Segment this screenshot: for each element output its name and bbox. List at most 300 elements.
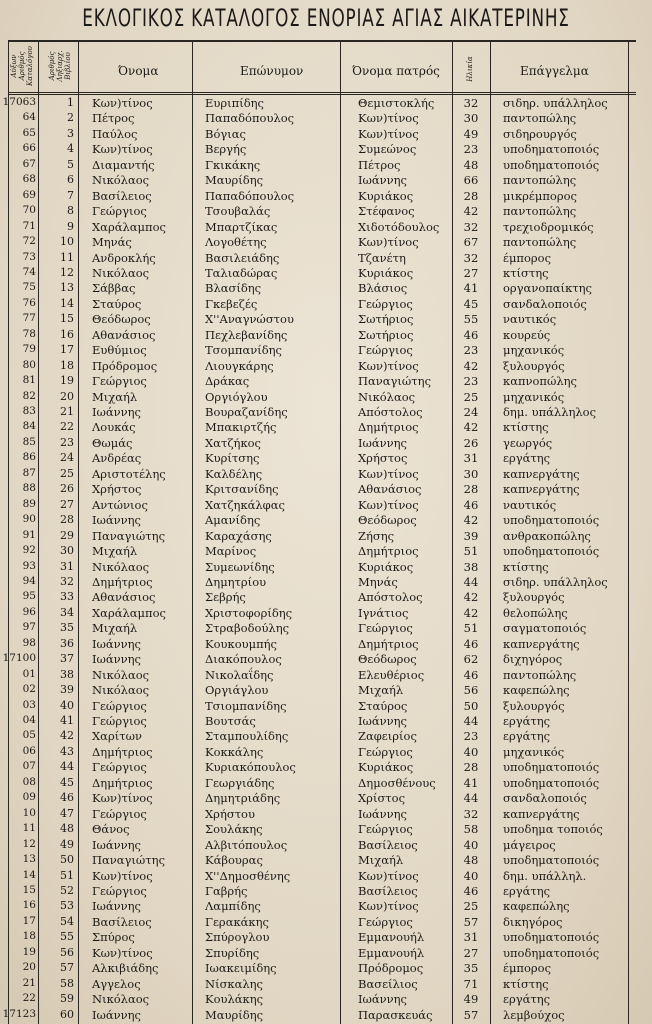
row-age: 56 <box>463 683 479 698</box>
row-surname: Κυρίτσης <box>205 451 260 466</box>
page-title: ΕΚΛΟΓΙΚΟΣ ΚΑΤΑΛΟΓΟΣ ΕΝΟΡΙΑΣ ΑΓΙΑΣ ΑΙΚΑΤΕΡΙΝΗΣ <box>82 4 570 32</box>
row-surname: Ευριπίδης <box>205 96 264 110</box>
row-surname: Κριτσανίδης <box>205 482 279 497</box>
table-row <box>0 405 652 421</box>
row-surname: Σπύρογλου <box>205 930 270 945</box>
row-reg-no: 05 <box>22 729 36 742</box>
row-surname: Σεβρής <box>205 590 246 605</box>
row-first-name: Μιχαήλ <box>92 621 138 636</box>
row-reg-no: 77 <box>22 312 36 325</box>
row-profession: θελοπώλης <box>503 605 568 620</box>
row-first-name: Δημήτριος <box>92 744 153 759</box>
row-surname: Δράκας <box>205 374 250 389</box>
row-profession: παντοπώλης <box>503 111 577 126</box>
row-father-name: Βλάσιος <box>358 281 408 296</box>
table-row <box>0 451 652 467</box>
row-father-name: Ελευθέριος <box>358 667 425 682</box>
row-age: 32 <box>463 219 479 234</box>
row-father-name: Στέφανος <box>358 204 415 219</box>
row-first-name: Παναγιώτης <box>92 528 166 543</box>
row-surname: Γκικάκης <box>205 157 261 172</box>
table-row <box>0 699 652 715</box>
row-surname: Τσομπανίδης <box>205 343 282 358</box>
row-first-name: Διαμαντής <box>92 157 155 172</box>
header-reg-no: Αύξων Αριθμός Καταλόγου <box>10 46 34 86</box>
row-reg-no: 98 <box>22 636 36 649</box>
row-father-name: Εμμανουήλ <box>358 930 425 945</box>
table-row <box>0 374 652 390</box>
row-father-name: Μιχαήλ <box>358 853 404 868</box>
row-book-no: 54 <box>60 914 74 928</box>
row-first-name: Δημήτριος <box>92 775 153 790</box>
row-father-name: Ζαφειρίος <box>358 729 417 744</box>
row-first-name: Γεώργιος <box>92 760 147 775</box>
row-first-name: Κων)τίνος <box>92 945 153 960</box>
row-father-name: Ιωάννης <box>358 992 407 1007</box>
row-reg-no: 83 <box>22 405 36 417</box>
row-book-no: 48 <box>60 822 74 836</box>
table-row <box>0 668 652 684</box>
row-surname: Κυριακόπουλος <box>205 760 296 775</box>
row-book-no: 2 <box>67 111 74 125</box>
row-first-name: Σάββας <box>92 281 136 296</box>
row-first-name: Πρόδρομος <box>92 358 158 373</box>
row-surname: Μπακιρτζής <box>205 420 277 435</box>
row-father-name: Κυριάκος <box>358 559 414 574</box>
row-reg-no: 85 <box>22 435 36 448</box>
table-row <box>0 189 652 205</box>
row-profession: παντοπώλης <box>503 235 577 250</box>
row-father-name: Βασείλιος <box>358 976 418 991</box>
row-book-no: 3 <box>67 126 74 140</box>
row-father-name: Κων)τίνος <box>358 868 419 883</box>
row-profession: σιδηρ. υπάλληλος <box>503 96 608 110</box>
row-first-name: Θεόδωρος <box>92 312 151 327</box>
row-age: 30 <box>463 111 479 126</box>
row-book-no: 45 <box>60 775 74 789</box>
table-row <box>0 529 652 545</box>
row-book-no: 6 <box>67 173 74 187</box>
row-reg-no: 92 <box>22 544 36 557</box>
row-book-no: 55 <box>60 930 74 944</box>
row-father-name: Θεόδωρος <box>358 513 417 528</box>
row-first-name: Γεώργιος <box>92 714 147 728</box>
table-row <box>0 1008 652 1024</box>
row-reg-no: 88 <box>22 482 36 495</box>
row-book-no: 22 <box>60 420 74 434</box>
row-surname: Ταλιαδώρας <box>205 265 278 280</box>
row-father-name: Δημοσθένους <box>358 775 436 790</box>
row-first-name: Αντώνιος <box>92 497 148 512</box>
row-first-name: Χαράλαμπος <box>92 219 166 234</box>
row-age: 35 <box>463 961 479 976</box>
row-reg-no: 95 <box>22 590 36 603</box>
row-surname: Χατζήκος <box>205 435 261 450</box>
table-row <box>0 220 652 236</box>
row-age: 25 <box>463 389 479 404</box>
row-reg-no: 90 <box>22 513 36 526</box>
table-row <box>0 96 652 112</box>
row-surname: Λογοθέτης <box>205 235 267 250</box>
row-age: 62 <box>463 652 479 667</box>
row-profession: παντοπώλης <box>503 204 577 219</box>
row-first-name: Ανδρέας <box>92 451 142 466</box>
row-book-no: 35 <box>60 621 74 635</box>
row-profession: υποδηματοποιός <box>503 142 600 157</box>
row-age: 40 <box>463 837 479 852</box>
row-reg-no: 17100 <box>2 652 36 665</box>
row-age: 42 <box>463 420 479 435</box>
table-row <box>0 544 652 560</box>
row-first-name: Παναγιώτης <box>92 853 166 868</box>
row-reg-no: 15 <box>22 883 36 896</box>
row-father-name: Κων)τίνος <box>358 111 419 126</box>
table-row <box>0 482 652 498</box>
row-reg-no: 10 <box>22 806 36 819</box>
table-row <box>0 420 652 436</box>
row-first-name: Μηνάς <box>92 235 132 250</box>
row-profession: καπνεργάτης <box>503 466 580 481</box>
row-profession: ξυλουργός <box>503 698 565 713</box>
row-profession: καπνοπώλης <box>503 374 577 389</box>
row-reg-no: 97 <box>22 621 36 634</box>
row-age: 46 <box>463 636 479 651</box>
row-age: 42 <box>463 590 479 605</box>
row-age: 23 <box>463 729 479 744</box>
row-reg-no: 78 <box>22 327 36 340</box>
row-book-no: 7 <box>67 188 74 202</box>
row-profession: κουρεύς <box>503 327 551 342</box>
table-row <box>0 281 652 297</box>
row-first-name: Νικόλαος <box>92 173 150 188</box>
row-reg-no: 68 <box>22 173 36 186</box>
row-book-no: 59 <box>60 992 74 1006</box>
row-surname: Χ''Αναγνώστου <box>205 312 294 327</box>
row-reg-no: 70 <box>22 204 36 217</box>
row-first-name: Νικόλαος <box>92 559 150 574</box>
row-father-name: Συμεώνος <box>358 142 417 157</box>
row-profession: ανθρακοπώλης <box>503 528 591 543</box>
row-first-name: Λουκάς <box>92 420 136 435</box>
row-book-no: 10 <box>60 235 74 249</box>
row-father-name: Σταύρος <box>358 698 408 713</box>
row-surname: Συμεωνίδης <box>205 559 275 574</box>
row-surname: Λιουγκάρης <box>205 358 274 373</box>
row-reg-no: 64 <box>22 111 36 124</box>
row-surname: Κουκουμπής <box>205 636 277 651</box>
row-book-no: 30 <box>60 544 74 558</box>
row-surname: Πεχλεβανίδης <box>205 327 288 342</box>
row-age: 32 <box>463 96 479 110</box>
row-reg-no: 74 <box>22 265 36 278</box>
row-father-name: Βασίλειος <box>358 883 418 898</box>
table-row <box>0 467 652 483</box>
row-book-no: 24 <box>60 451 74 465</box>
row-reg-no: 65 <box>22 126 36 139</box>
row-surname: Μαρίνος <box>205 544 257 559</box>
row-surname: Στραβοδούλης <box>205 621 290 636</box>
row-age: 40 <box>463 744 479 759</box>
row-reg-no: 87 <box>22 466 36 479</box>
row-age: 30 <box>463 466 479 481</box>
row-first-name: Χαράλαμπος <box>92 605 166 620</box>
row-book-no: 23 <box>60 435 74 449</box>
row-reg-no: 12 <box>22 837 36 850</box>
row-book-no: 8 <box>67 204 74 218</box>
row-surname: Βεργής <box>205 142 247 157</box>
row-book-no: 39 <box>60 683 74 697</box>
row-profession: κτίστης <box>503 559 549 574</box>
row-age: 25 <box>463 899 479 914</box>
row-surname: Δημητρίου <box>205 574 267 589</box>
row-age: 28 <box>463 482 479 497</box>
row-first-name: Γεώργιος <box>92 204 147 219</box>
row-age: 57 <box>463 1007 479 1022</box>
row-reg-no: 94 <box>22 574 36 587</box>
row-surname: Οργιόγλου <box>205 389 268 404</box>
row-book-no: 58 <box>60 976 74 990</box>
table-row <box>0 621 652 637</box>
row-reg-no: 22 <box>22 992 36 1005</box>
row-surname: Παπαδόπουλος <box>205 188 295 203</box>
row-father-name: Κων)τίνος <box>358 899 419 914</box>
header-rule <box>8 92 636 93</box>
row-first-name: Μιχαήλ <box>92 544 138 559</box>
row-father-name: Θεμιστοκλής <box>358 96 435 110</box>
row-surname: Νίσκαλης <box>205 976 263 991</box>
row-reg-no: 89 <box>22 497 36 510</box>
table-row <box>0 127 652 143</box>
row-first-name: Αριστοτέλης <box>92 466 166 481</box>
row-book-no: 33 <box>60 590 74 604</box>
row-age: 67 <box>463 235 479 250</box>
row-surname: Γερακάκης <box>205 914 269 929</box>
row-father-name: Γεώργιος <box>358 343 413 358</box>
table-row <box>0 498 652 514</box>
row-surname: Γαβρής <box>205 883 248 898</box>
row-reg-no: 02 <box>22 683 36 696</box>
row-age: 28 <box>463 188 479 203</box>
row-father-name: Μιχαήλ <box>358 683 404 698</box>
row-surname: Αμανίδης <box>205 513 261 528</box>
row-book-no: 46 <box>60 791 74 805</box>
header-age: Ηλικία <box>466 56 474 82</box>
row-father-name: Δημήτριος <box>358 544 419 559</box>
row-book-no: 12 <box>60 265 74 279</box>
row-book-no: 29 <box>60 528 74 542</box>
row-age: 28 <box>463 760 479 775</box>
row-father-name: Σωτήριος <box>358 312 414 327</box>
row-profession: δικηγόρος <box>503 914 563 929</box>
row-surname: Κάβουρας <box>205 853 263 868</box>
row-reg-no: 73 <box>22 250 36 263</box>
row-first-name: Χρήστος <box>92 482 142 497</box>
row-reg-no: 79 <box>22 343 36 356</box>
row-age: 48 <box>463 157 479 172</box>
row-age: 38 <box>463 559 479 574</box>
row-age: 41 <box>463 775 479 790</box>
row-book-no: 38 <box>60 667 74 681</box>
row-book-no: 1 <box>67 96 74 109</box>
row-first-name: Γεώργιος <box>92 374 147 389</box>
row-age: 24 <box>463 405 479 419</box>
table-row <box>0 899 652 915</box>
row-profession: μηχανικός <box>503 744 565 759</box>
row-father-name: Κυριάκος <box>358 265 414 280</box>
row-surname: Νικολαΐδης <box>205 667 274 682</box>
row-profession: σανδαλοποιός <box>503 791 587 806</box>
row-father-name: Γεώργιος <box>358 822 413 837</box>
row-reg-no: 17 <box>22 914 36 927</box>
row-age: 23 <box>463 374 479 389</box>
row-reg-no: 81 <box>22 374 36 387</box>
row-father-name: Χρίστος <box>358 791 406 806</box>
row-first-name: Ιωάννης <box>92 1007 141 1022</box>
row-father-name: Γεώργιος <box>358 296 413 311</box>
row-book-no: 19 <box>60 374 74 388</box>
row-book-no: 53 <box>60 899 74 913</box>
row-profession: υποδηματοποιός <box>503 945 600 960</box>
row-first-name: Ανδροκλής <box>92 250 156 265</box>
row-age: 49 <box>463 992 479 1007</box>
row-first-name: Κων)τίνος <box>92 791 153 806</box>
row-profession: ξυλουργός <box>503 590 565 605</box>
row-reg-no: 21 <box>22 976 36 989</box>
row-book-no: 13 <box>60 281 74 295</box>
row-age: 42 <box>463 513 479 528</box>
row-reg-no: 19 <box>22 945 36 958</box>
row-first-name: Ευθύμιος <box>92 343 147 358</box>
row-first-name: Ιωάννης <box>92 513 141 528</box>
row-father-name: Ιωάννης <box>358 806 407 821</box>
row-father-name: Κυριάκος <box>358 760 414 775</box>
row-age: 44 <box>463 791 479 806</box>
row-profession: καπνεργάτης <box>503 636 580 651</box>
row-book-no: 31 <box>60 559 74 573</box>
row-reg-no: 13 <box>22 853 36 866</box>
header-rule-2 <box>8 94 636 95</box>
table-row <box>0 807 652 823</box>
row-book-no: 44 <box>60 760 74 774</box>
row-father-name: Σωτήριος <box>358 327 414 342</box>
row-book-no: 41 <box>60 714 74 727</box>
table-row <box>0 791 652 807</box>
row-first-name: Κων)τίνος <box>92 868 153 883</box>
table-row <box>0 714 652 730</box>
row-profession: κτίστης <box>503 265 549 280</box>
row-age: 31 <box>463 930 479 945</box>
row-age: 26 <box>463 435 479 450</box>
row-reg-no: 01 <box>22 667 36 680</box>
row-book-no: 5 <box>67 157 74 171</box>
row-profession: δημ. υπάλληλ. <box>503 868 587 883</box>
row-age: 66 <box>463 173 479 188</box>
row-father-name: Γεώργιος <box>358 914 413 929</box>
row-profession: μηχανικός <box>503 389 565 404</box>
row-father-name: Βασίλειος <box>358 837 418 852</box>
row-reg-no: 17063 <box>2 96 36 108</box>
row-profession: σιδηρουργός <box>503 126 577 141</box>
row-age: 31 <box>463 451 479 466</box>
table-row <box>0 884 652 900</box>
row-father-name: Κων)τίνος <box>358 497 419 512</box>
row-reg-no: 03 <box>22 698 36 711</box>
row-book-no: 25 <box>60 466 74 480</box>
row-surname: Χατζηκάλφας <box>205 497 285 512</box>
row-profession: εργάτης <box>503 992 551 1007</box>
table-row <box>0 297 652 313</box>
row-book-no: 52 <box>60 883 74 897</box>
row-first-name: Ιωάννης <box>92 837 141 852</box>
row-age: 49 <box>463 126 479 141</box>
row-first-name: Μιχαήλ <box>92 389 138 404</box>
row-profession: δημ. υπάλληλος <box>503 405 597 419</box>
row-reg-no: 18 <box>22 930 36 943</box>
row-profession: υποδηματοποιός <box>503 513 600 528</box>
row-age: 27 <box>463 945 479 960</box>
row-father-name: Δημήτριος <box>358 420 419 435</box>
header-profession: Επάγγελμα <box>520 64 589 78</box>
row-book-no: 9 <box>67 219 74 233</box>
row-surname: Σταμπουλίδης <box>205 729 289 744</box>
row-book-no: 40 <box>60 698 74 712</box>
row-book-no: 26 <box>60 482 74 496</box>
row-surname: Γκεβεζές <box>205 296 258 311</box>
row-surname: Γεωργιάδης <box>205 775 275 790</box>
row-profession: κτίστης <box>503 420 549 435</box>
row-profession: διχηγόρος <box>503 652 563 667</box>
row-surname: Αλβιτόπουλος <box>205 837 288 852</box>
row-age: 55 <box>463 312 479 327</box>
row-reg-no: 96 <box>22 605 36 618</box>
row-first-name: Νικόλαος <box>92 265 150 280</box>
row-surname: Τσιομπανίδης <box>205 698 287 713</box>
row-father-name: Ιγνάτιος <box>358 605 409 620</box>
row-book-no: 60 <box>60 1007 74 1021</box>
row-surname: Βόγιας <box>205 126 246 141</box>
row-profession: μικρέμπορος <box>503 188 577 203</box>
table-row <box>0 173 652 189</box>
table-row <box>0 390 652 406</box>
row-age: 40 <box>463 868 479 883</box>
row-age: 71 <box>463 976 479 991</box>
row-age: 32 <box>463 250 479 265</box>
row-father-name: Τζανέτη <box>358 250 406 265</box>
row-surname: Οργιάγλου <box>205 683 269 698</box>
table-row <box>0 992 652 1008</box>
row-surname: Σουλάκης <box>205 822 263 837</box>
row-surname: Χ''Δημοσθένης <box>205 868 291 883</box>
row-father-name: Χιδοτόδουλος <box>358 219 440 234</box>
table-row <box>0 328 652 344</box>
table-row <box>0 760 652 776</box>
row-book-no: 37 <box>60 652 74 666</box>
row-reg-no: 11 <box>22 822 36 835</box>
row-book-no: 17 <box>60 343 74 357</box>
row-reg-no: 66 <box>22 142 36 155</box>
row-profession: παντοπώλης <box>503 173 577 188</box>
row-first-name: Νικόλαος <box>92 992 150 1007</box>
row-first-name: Νικόλαος <box>92 667 150 682</box>
row-father-name: Απόστολος <box>358 405 423 419</box>
row-father-name: Απόστολος <box>358 590 423 605</box>
row-father-name: Πρόδρομος <box>358 961 424 976</box>
row-book-no: 32 <box>60 574 74 588</box>
row-reg-no: 16 <box>22 899 36 912</box>
row-father-name: Χρήστος <box>358 451 408 466</box>
row-book-no: 50 <box>60 853 74 867</box>
table-row <box>0 575 652 591</box>
